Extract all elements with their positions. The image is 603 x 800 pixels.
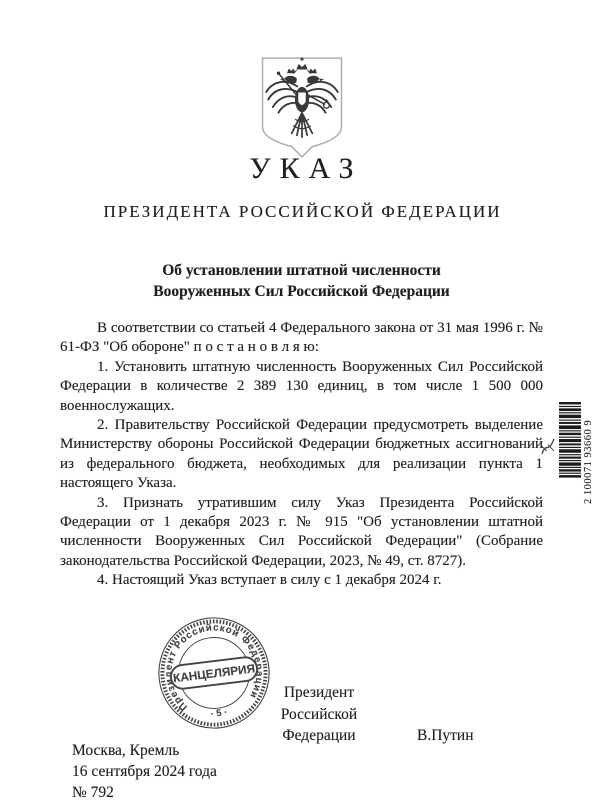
- decree-body: [60, 319, 543, 591]
- barcode-number: 2 100071 93660 9: [583, 419, 594, 504]
- doc-type-heading: УКАЗ: [249, 152, 363, 185]
- signature-name: В.Путин: [417, 727, 474, 744]
- chancellery-stamp: [144, 606, 284, 740]
- paragraph-item-3: 3. Признать утратившим силу Указ Президента Российской Федерации от 1 декабря 2023 г. № 915 "Об установлении штатной численности Вооруженных Сил Российской Федерации" (Собрание законодательства Российской Федерации, 2023, № 49, ст. 8727).: [60, 494, 543, 569]
- stamp-number-text: · 5 ·: [209, 707, 228, 720]
- stamp-center-text: КАНЦЕЛЯРИЯ: [172, 661, 256, 686]
- footer-date: 16 сентября 2024 года: [72, 763, 217, 780]
- subject-line-2: Вооруженных Сил Российской Федерации: [153, 283, 450, 300]
- paragraph-preamble: В соответствии со статьей 4 Федерального закона от 31 мая 1996 г. № 61-ФЗ "Об обороне" п о с т а н о в л я ю:: [60, 320, 543, 356]
- footer-number: № 792: [72, 784, 114, 800]
- subject-title: [0, 260, 603, 302]
- barcode: [559, 402, 581, 478]
- paragraph-item-4: 4. Настоящий Указ вступает в силу с 1 декабря 2024 г.: [97, 572, 442, 589]
- signature-role-line-2: Российской Федерации: [280, 705, 358, 744]
- stamp-ring-text: Президент Российской Федерации: [163, 622, 265, 713]
- footer-place: Москва, Кремль: [72, 742, 180, 759]
- subject-line-1: Об установлении штатной численности: [162, 262, 441, 279]
- margin-scribble-mark: [538, 432, 561, 460]
- russian-coat-of-arms-icon: [255, 54, 349, 162]
- issuer-line: ПРЕЗИДЕНТА РОССИЙСКОЙ ФЕДЕРАЦИИ: [103, 202, 502, 221]
- paragraph-item-1: 1. Установить штатную численность Вооруженных Сил Российской Федерации в количестве 2 389 130 единиц, в том числе 1 500 000 военнослужащих.: [60, 358, 543, 414]
- paragraph-item-2: 2. Правительству Российской Федерации предусмотреть выделение Министерству обороны Российской Федерации бюджетных ассигнований из федерального бюджета, необходимых для реализации пункта 1 настоящего Указа.: [60, 417, 543, 492]
- footer-block: [72, 740, 217, 800]
- signature-role-line-1: Президент: [283, 684, 355, 701]
